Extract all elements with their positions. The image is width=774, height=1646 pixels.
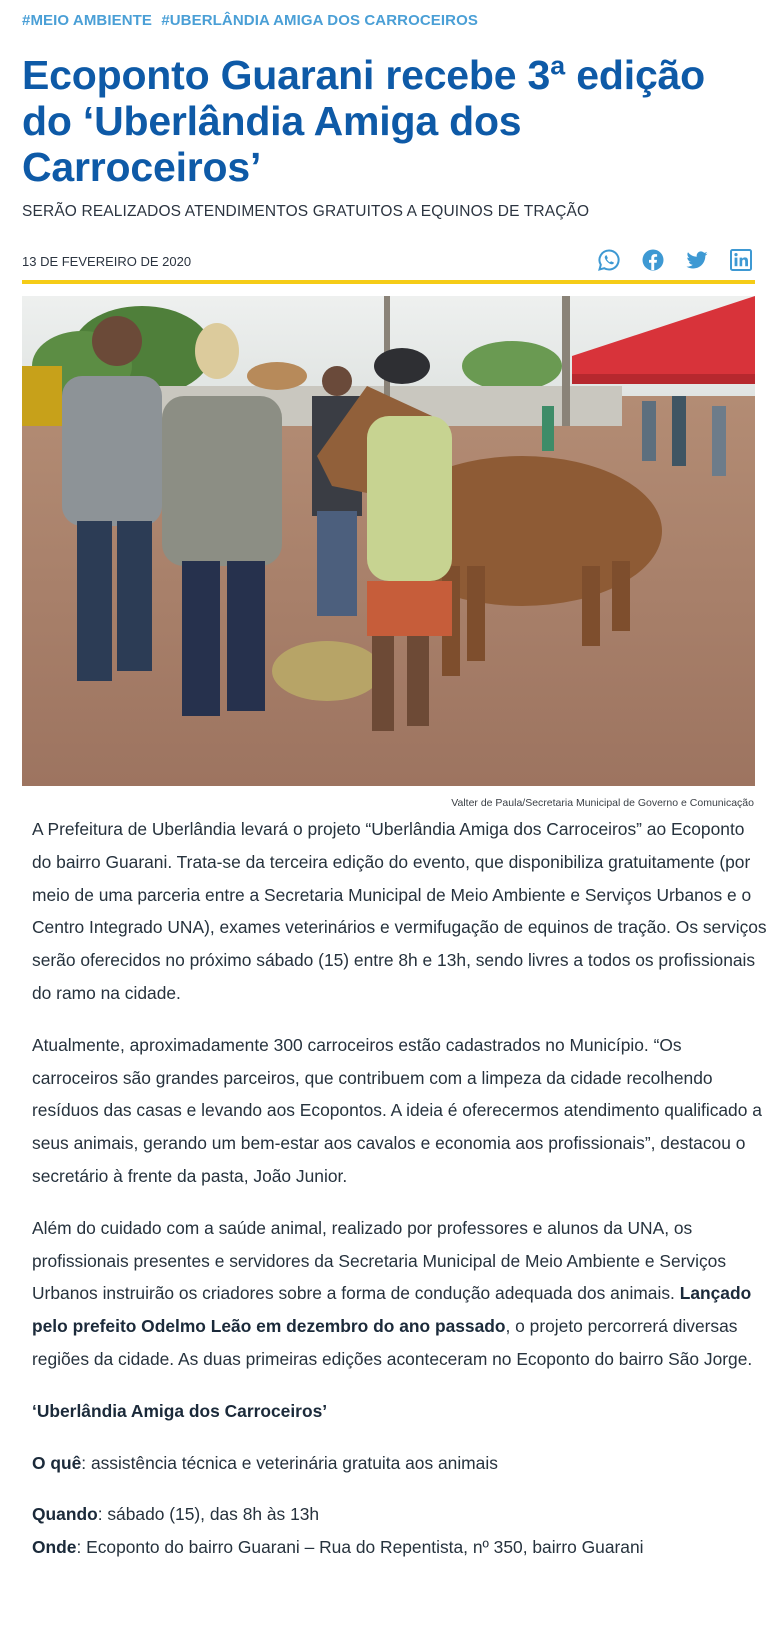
paragraph-3-start: Além do cuidado com a saúde animal, realizado por professores e alunos da UNA, os profissionais presentes e servidores da Secretaria Municipal de Meio Ambiente e Serviços Urbanos instruirão os criadores sobre a forma de condução adequada dos animais. — [32, 1217, 727, 1304]
tag-list — [22, 12, 483, 29]
header-divider — [22, 280, 755, 284]
article-body — [32, 813, 767, 1564]
info-where-label: Onde — [32, 1537, 77, 1558]
photo-credit: Valter de Paula/Secretaria Municipal de Governo e Comunicação — [451, 797, 754, 809]
paragraph-3 — [32, 1212, 767, 1376]
twitter-icon — [685, 248, 709, 272]
info-where-text: : Ecoponto do bairro Guarani – Rua do Repentista, nº 350, bairro Guarani — [76, 1537, 644, 1558]
paragraph-1: A Prefeitura de Uberlândia levará o projeto “Uberlândia Amiga dos Carroceiros” ao Ecoponto do bairro Guarani. Trata-se da terceira edição do evento, que disponibiliza gratuitamente (por meio de uma parceria entre a Secretaria Municipal de Meio Ambiente e Serviços Urbanos e o Centro Integrado UNA), exames veterinários e vermifugação de equinos de tração. Os serviços serão oferecidos no próximo sábado (15) entre 8h e 13h, sendo livres a todos os profissionais do ramo na cidade. — [32, 819, 767, 1003]
info-title — [32, 1395, 767, 1428]
article-headline: Ecoponto Guarani recebe 3ª edição do ‘Uberlândia Amiga dos Carroceiros’ — [22, 52, 705, 190]
share-buttons — [597, 248, 753, 272]
info-what-text: : assistência técnica e veterinária gratuita aos animais — [81, 1452, 498, 1473]
twitter-share-button[interactable] — [685, 248, 709, 272]
publish-date: 13 DE FEVEREIRO DE 2020 — [22, 254, 192, 269]
info-when-text: : sábado (15), das 8h às 13h — [97, 1504, 320, 1525]
info-what-label: O quê — [32, 1452, 82, 1473]
tag-meio-ambiente[interactable]: #MEIO AMBIENTE — [22, 12, 153, 29]
article-subtitle: SERÃO REALIZADOS ATENDIMENTOS GRATUITOS A EQUINOS DE TRAÇÃO — [22, 203, 590, 220]
info-where — [32, 1531, 767, 1564]
linkedin-share-button[interactable] — [729, 248, 753, 272]
facebook-share-button[interactable] — [641, 248, 665, 272]
info-what — [32, 1447, 767, 1480]
facebook-icon — [641, 248, 665, 272]
whatsapp-icon — [597, 248, 621, 272]
info-when — [32, 1498, 767, 1531]
info-when-label: Quando — [32, 1504, 98, 1525]
odelmo-link[interactable]: Lançado pelo prefeito Odelmo Leão em dezembro do ano passado — [32, 1283, 752, 1337]
paragraph-2: Atualmente, aproximadamente 300 carroceiros estão cadastrados no Município. “Os carroceiros são grandes parceiros, que contribuem com a limpeza da cidade recolhendo resíduos das casas e levando aos Ecopontos. A ideia é oferecermos atendimento qualificado a seus animais, gerando um bem-estar aos cavalos e economia aos profissionais”, destacou o secretário à frente da pasta, João Junior. — [32, 1034, 762, 1186]
article-photo — [22, 296, 755, 786]
paragraph-3-end: , o projeto percorrerá diversas regiões da cidade. As duas primeiras edições aconteceram no Ecoponto do bairro São Jorge. — [32, 1316, 753, 1369]
tag-uberlandia-amiga[interactable]: #UBERLÂNDIA AMIGA DOS CARROCEIROS — [161, 12, 478, 29]
linkedin-icon — [729, 248, 753, 272]
article-meta — [22, 246, 753, 282]
info-title-text: ‘Uberlândia Amiga dos Carroceiros’ — [32, 1400, 328, 1421]
whatsapp-share-button[interactable] — [597, 248, 621, 272]
